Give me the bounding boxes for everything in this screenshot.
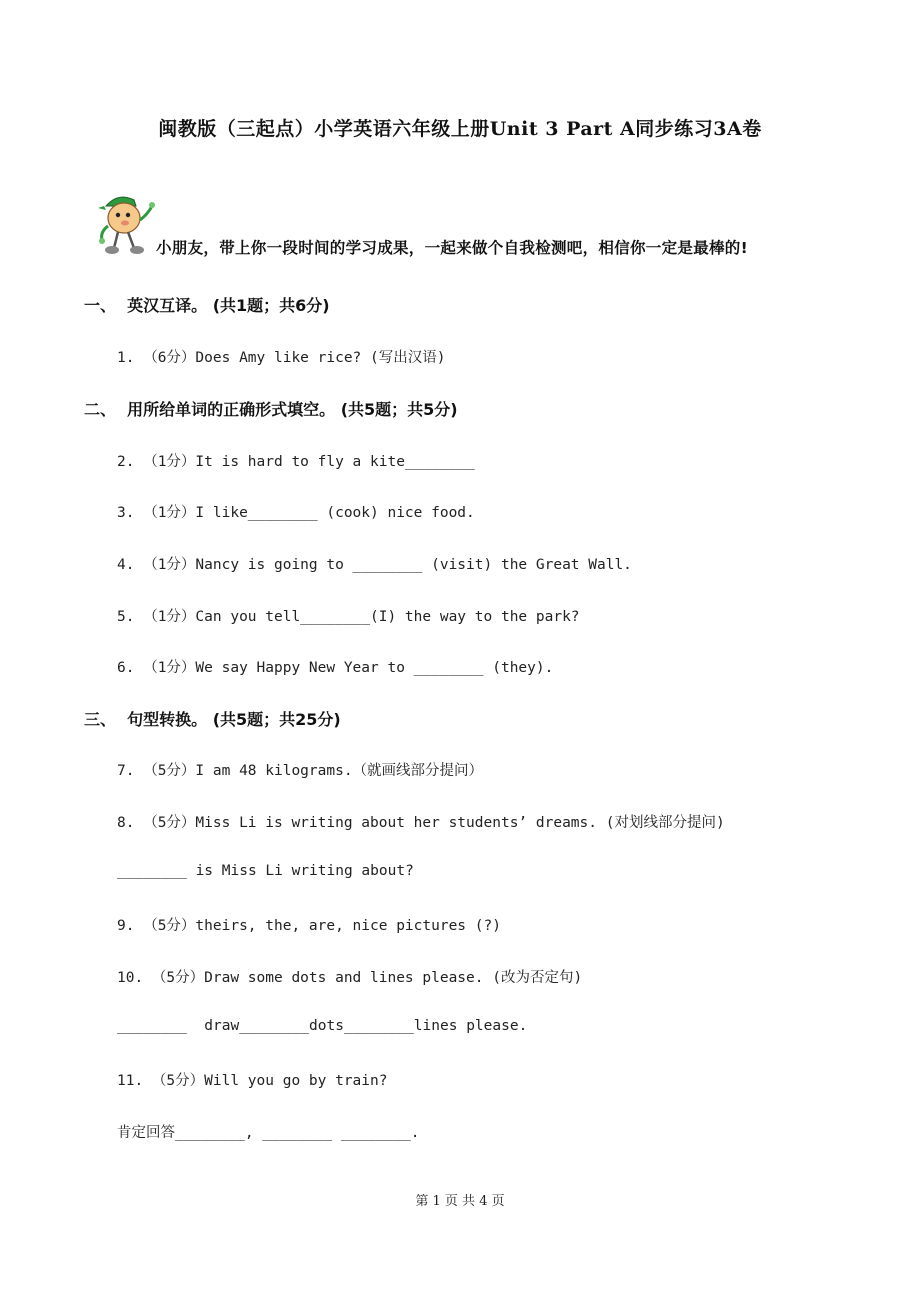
section-heading-1: 一、 英汉互译。 (共1题；共6分) (84, 296, 330, 315)
question-4: 4. （1分）Nancy is going to ________ (visit) the Great Wall. (117, 557, 632, 573)
question-3: 3. （1分）I like________ (cook) nice food. (117, 505, 475, 521)
question-6: 6. （1分）We say Happy New Year to ________ (they). (117, 660, 554, 676)
question-7: 7. （5分）I am 48 kilograms.（就画线部分提问） (117, 763, 484, 779)
mascot-icon (96, 192, 156, 258)
question-10: 10. （5分）Draw some dots and lines please. (改为否定句) (117, 970, 583, 986)
question-2: 2. （1分）It is hard to fly a kite________ (117, 454, 475, 470)
intro-text: 小朋友，带上你一段时间的学习成果，一起来做个自我检测吧，相信你一定是最棒的! (156, 239, 748, 257)
answer-line-8: ________ is Miss Li writing about? (117, 863, 414, 879)
section-heading-2: 二、 用所给单词的正确形式填空。 (共5题；共5分) (84, 400, 458, 419)
page-footer: 第 1 页 共 4 页 (415, 1194, 505, 1209)
question-8: 8. （5分）Miss Li is writing about her students’ dreams. (对划线部分提问) (117, 815, 725, 831)
page-title: 闽教版（三起点）小学英语六年级上册Unit 3 Part A同步练习3A卷 (158, 118, 762, 140)
question-9: 9. （5分）theirs, the, are, nice pictures (?) (117, 918, 501, 934)
answer-line-10: ________ draw________dots________lines please. (117, 1018, 528, 1034)
question-1: 1. （6分）Does Amy like rice? (写出汉语) (117, 350, 446, 366)
question-5: 5. （1分）Can you tell________(I) the way to the park? (117, 609, 580, 625)
answer-line-11: 肯定回答________, ________ ________. (117, 1125, 420, 1141)
section-heading-3: 三、 句型转换。 (共5题；共25分) (84, 710, 341, 729)
question-11: 11. （5分）Will you go by train? (117, 1073, 388, 1089)
